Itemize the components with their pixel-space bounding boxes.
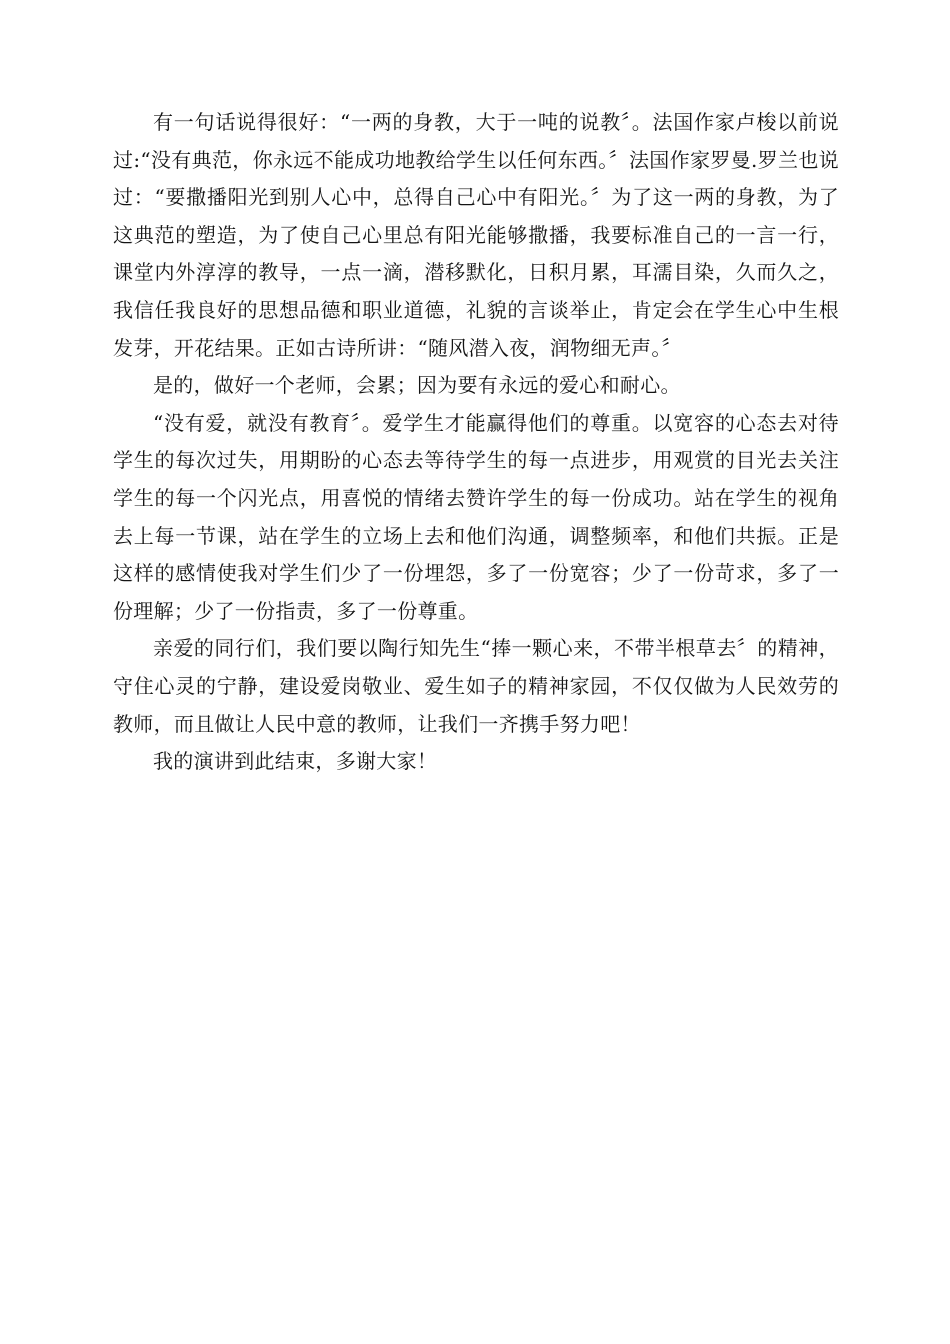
paragraph-patience: 是的，做好一个老师，会累；因为要有永远的爱心和耐心。: [153, 373, 681, 398]
paragraph-closing: 我的演讲到此结束，多谢大家！: [153, 749, 438, 774]
document-body: [113, 104, 839, 781]
paragraph-role-model: 有一句话说得很好：“一两的身教，大于一吨的说教〞。法国作家卢梭以前说过:“没有典范，你永远不能成功地教给学生以任何东西。〞法国作家罗曼.罗兰也说过：“要撒播阳光到别人心中，总得自己心中有阳光。〞为了这一两的身教，为了这典范的塑造，为了使自己心里总有阳光能够撒播，我要标准自己的一言一行，课堂内外淳淳的教导，一点一滴，潜移默化，日积月累，耳濡目染，久而久之，我信任我良好的思想品德和职业道德，礼貌的言谈举止，肯定会在学生心中生根发芽，开花结果。正如古诗所讲：“随风潜入夜，润物细无声。〞: [113, 110, 839, 360]
paragraph-call-to-colleagues: 亲爱的同行们，我们要以陶行知先生“捧一颗心来，不带半根草去〞的精神，守住心灵的宁静，建设爱岗敬业、爱生如子的精神家园，不仅仅做为人民效劳的教师，而且做让人民中意的教师，让我们一齐携手努力吧！: [113, 636, 839, 736]
paragraph-love-education: “没有爱，就没有教育〞。爱学生才能赢得他们的尊重。以宽容的心态去对待学生的每次过失，用期盼的心态去等待学生的每一点进步，用观赏的目光去关注学生的每一个闪光点，用喜悦的情绪去赞许学生的每一份成功。站在学生的视角去上每一节课，站在学生的立场上去和他们沟通，调整频率，和他们共振。正是这样的感情使我对学生们少了一份埋怨，多了一份宽容；少了一份苛求，多了一份理解；少了一份指责，多了一份尊重。: [113, 410, 839, 623]
